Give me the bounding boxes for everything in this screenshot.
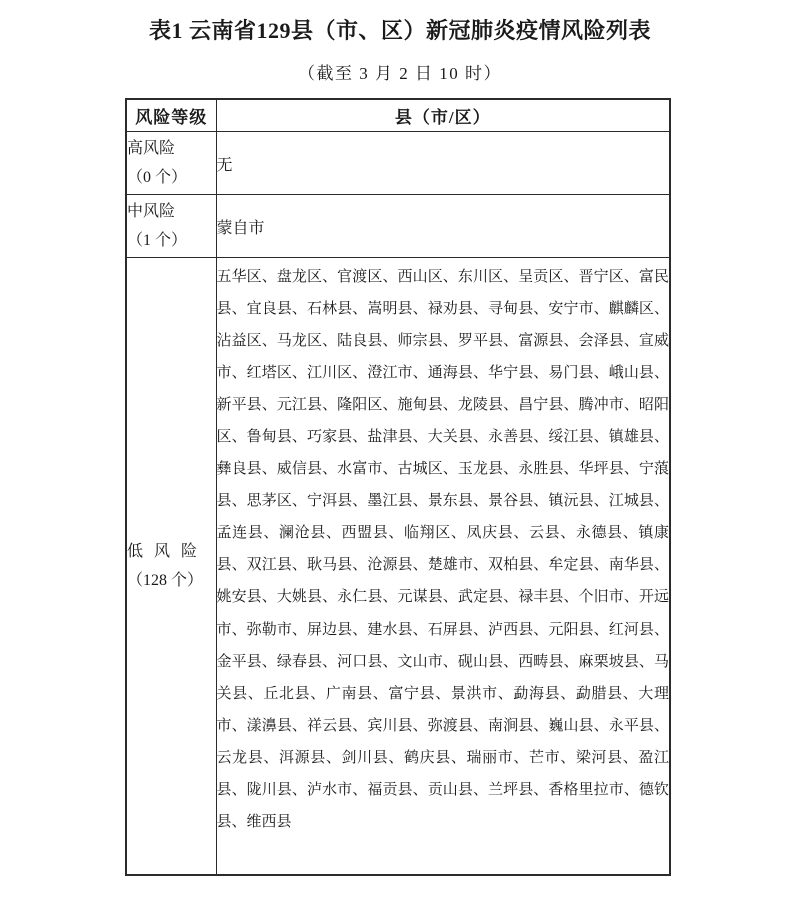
low-risk-count-label: （128 个） xyxy=(127,572,204,589)
low-risk-level-cell xyxy=(126,258,216,876)
document-title: 表1 云南省129县（市、区）新冠肺炎疫情风险列表 xyxy=(148,18,651,43)
county-column-header: 县（市/区） xyxy=(216,99,670,132)
high-risk-level-label: 高风险 xyxy=(127,140,176,157)
risk-table xyxy=(125,98,671,876)
medium-risk-level-cell xyxy=(126,195,216,258)
table-row-high-risk xyxy=(126,132,670,195)
low-risk-level-label: 低 风 险 xyxy=(127,543,198,560)
table-row-medium-risk xyxy=(126,195,670,258)
high-risk-level-cell xyxy=(126,132,216,195)
medium-risk-count-label: （1 个） xyxy=(127,232,188,249)
table-header-row xyxy=(126,99,670,132)
table-row-low-risk xyxy=(126,258,670,876)
low-risk-county-list: 五华区、盘龙区、官渡区、西山区、东川区、呈贡区、晋宁区、富民县、宜良县、石林县、嵩明县、禄劝县、寻甸县、安宁市、麒麟区、沾益区、马龙区、陆良县、师宗县、罗平县、富源县、会泽县、宣威市、红塔区、江川区、澄江市、通海县、华宁县、易门县、峨山县、新平县、元江县、隆阳区、施甸县、龙陵县、昌宁县、腾冲市、昭阳区、鲁甸县、巧家县、盐津县、大关县、永善县、绥江县、镇雄县、彝良县、威信县、水富市、古城区、玉龙县、永胜县、华坪县、宁蒗县、思茅区、宁洱县、墨江县、景东县、景谷县、镇沅县、江城县、孟连县、澜沧县、西盟县、临翔区、凤庆县、云县、永德县、镇康县、双江县、耿马县、沧源县、楚雄市、双柏县、牟定县、南华县、姚安县、大姚县、永仁县、元谋县、武定县、禄丰县、个旧市、开远市、弥勒市、屏边县、建水县、石屏县、泸西县、元阳县、红河县、金平县、绿春县、河口县、文山市、砚山县、西畴县、麻栗坡县、马关县、丘北县、广南县、富宁县、景洪市、勐海县、勐腊县、大理市、漾濞县、祥云县、宾川县、弥渡县、南涧县、巍山县、永平县、云龙县、洱源县、剑川县、鹤庆县、瑞丽市、芒市、梁河县、盈江县、陇川县、泸水市、福贡县、贡山县、兰坪县、香格里拉市、德钦县、维西县 xyxy=(216,258,670,876)
medium-risk-level-label: 中风险 xyxy=(127,203,176,220)
risk-level-column-header: 风险等级 xyxy=(126,99,216,132)
document-subtitle: （截至 3 月 2 日 10 时） xyxy=(298,64,502,83)
high-risk-county-list: 无 xyxy=(216,132,670,195)
high-risk-count-label: （0 个） xyxy=(127,169,188,186)
medium-risk-county-list: 蒙自市 xyxy=(216,195,670,258)
